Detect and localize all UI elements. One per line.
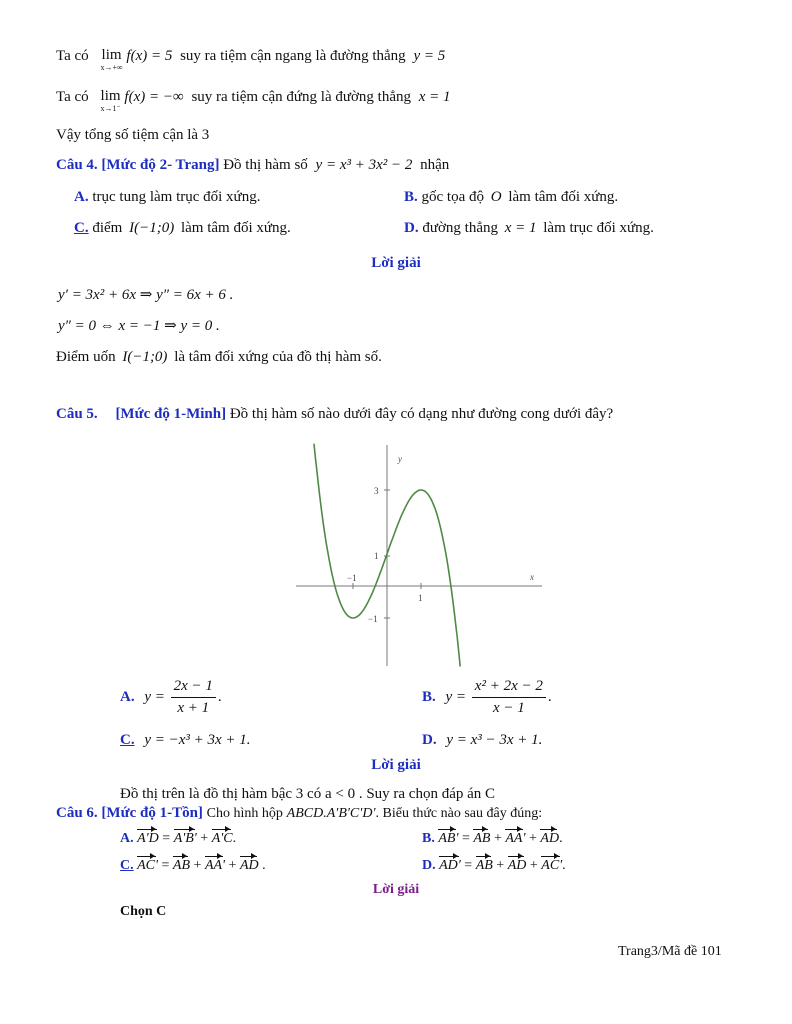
text: là tâm đối xứng của đồ thị hàm số. <box>174 349 382 365</box>
question-label: Câu 6. [Mức độ 1-Tồn] <box>56 805 203 821</box>
solution-title: Lời giải <box>371 757 421 773</box>
math-expr: y = x³ + 3x² − 2 <box>315 157 413 173</box>
x-axis-label: x <box>530 572 534 582</box>
limit-line-vertical <box>56 89 451 113</box>
question-text: nhận <box>420 157 450 173</box>
vector: AC' <box>137 858 159 873</box>
math-expr: y = x³ − 3x + 1. <box>446 732 543 748</box>
vector: AB' <box>438 831 459 846</box>
question-text: Cho hình hộp <box>206 806 283 821</box>
option-text: đường thẳng <box>422 220 498 236</box>
option-label: B. <box>422 831 435 846</box>
solution-step-1: y′ = 3x² + 6x ⇒ y″ = 6x + 6 . <box>58 287 234 303</box>
option-d <box>404 220 654 237</box>
option-a: A. y = $\frac{2x - 1}{x + 1}$ . <box>120 678 222 716</box>
question-6 <box>56 805 542 822</box>
numerator: x² + 2x − 2 <box>472 678 546 698</box>
math-expr: y = 5 <box>413 48 446 64</box>
vector: AA' <box>505 831 526 846</box>
question-5 <box>56 406 613 423</box>
math-expr: x = 1 <box>418 89 451 105</box>
tick-label-m1x: −1 <box>347 573 357 583</box>
vector: A'B' <box>173 831 197 846</box>
option-d: D. AD' = AB + AD + AC'. <box>422 858 566 873</box>
vector: A'D <box>137 831 159 846</box>
vector: A'C <box>211 831 233 846</box>
tick-label-3: 3 <box>374 486 379 496</box>
option-text: làm tâm đối xứng. <box>508 189 619 205</box>
text: Điểm uốn <box>56 349 116 365</box>
option-text: làm trục đối xứng. <box>543 220 654 236</box>
text: suy ra tiệm cận đứng là đường thẳng <box>191 89 411 105</box>
vector: AC' <box>541 858 563 873</box>
numerator: 2x − 1 <box>171 678 216 698</box>
vector: AD' <box>439 858 461 873</box>
option-label: C. <box>74 220 89 236</box>
option-b: B. AB' = AB + AA' + AD. <box>422 831 563 846</box>
tick-label-1y: 1 <box>374 551 379 561</box>
option-label: B. <box>404 189 418 205</box>
solution-step-2: y″ = 0 ⇔ x = −1 ⇒ y = 0 . <box>58 318 220 334</box>
fraction <box>472 678 546 717</box>
vector: AB <box>172 858 191 873</box>
math-expr: O <box>490 189 502 205</box>
chosen-answer: Chọn C <box>120 904 167 919</box>
lim-symbol: lim x→+∞ <box>100 47 123 72</box>
option-a: A. A'D = A'B' + A'C. <box>120 831 237 846</box>
option-text: làm tâm đối xứng. <box>180 220 291 236</box>
question-label: [Mức độ 1-Minh] <box>115 406 227 422</box>
lim-subscript: x→1⁻ <box>100 104 121 113</box>
y-axis-label: y <box>398 454 402 464</box>
math-expr: I(−1;0) <box>129 220 175 236</box>
solution-title: Lời giải <box>371 255 421 271</box>
option-label: B. <box>422 688 436 705</box>
option-a <box>74 189 260 206</box>
question-label: Câu 5. <box>56 406 98 422</box>
solution-text: Đồ thị trên là đồ thị hàm bậc 3 có a < 0 . Suy ra chọn đáp án C <box>120 786 496 802</box>
function-graph <box>290 440 550 670</box>
text: Ta có <box>56 89 89 105</box>
math-expr: I(−1;0) <box>122 349 168 365</box>
vector: AB <box>475 858 493 873</box>
option-label: D. <box>422 858 436 873</box>
option-c <box>74 220 291 237</box>
tick-label-1x: 1 <box>418 593 423 603</box>
math-expr: f(x) = −∞ <box>124 89 184 105</box>
math-expr: y = <box>144 688 165 705</box>
option-label: D. <box>404 220 419 236</box>
question-text: . Biểu thức nào sau đây đúng: <box>375 806 543 821</box>
option-d <box>422 732 542 749</box>
tick-label-m1y: −1 <box>368 614 378 624</box>
question-label: Câu 4. [Mức độ 2- Trang] <box>56 157 220 173</box>
option-text: điểm <box>92 220 123 236</box>
math-expr: ABCD.A′B′C′D′ <box>286 806 376 821</box>
page-footer: Trang3/Mã đề 101 <box>618 944 722 959</box>
option-label: A. <box>120 688 135 705</box>
lim-subscript: x→+∞ <box>100 63 123 72</box>
option-label: C. <box>120 858 134 873</box>
option-c <box>120 732 251 749</box>
text: Ta có <box>56 48 89 64</box>
option-label: A. <box>120 831 134 846</box>
option-label: D. <box>422 732 437 748</box>
option-text: trục tung làm trục đối xứng. <box>92 189 261 205</box>
option-text: gốc tọa độ <box>421 189 484 205</box>
math-expr: f(x) = 5 <box>126 48 173 64</box>
option-label: A. <box>74 189 89 205</box>
conclusion-line: Vậy tổng số tiệm cận là 3 <box>56 127 210 143</box>
solution-step-3 <box>56 349 382 366</box>
option-c: C. AC' = AB + AA' + AD . <box>120 858 266 873</box>
math-expr: y = −x³ + 3x + 1. <box>144 732 251 748</box>
math-expr: y = <box>445 688 467 705</box>
solution-title: Lời giải <box>372 882 420 897</box>
question-4 <box>56 157 449 174</box>
vector: AD <box>239 858 259 873</box>
math-expr: x = 1 <box>504 220 537 236</box>
vector: AB <box>473 831 491 846</box>
lim-symbol: lim x→1⁻ <box>100 88 121 113</box>
denominator: x − 1 <box>492 700 525 716</box>
question-text: Đồ thị hàm số nào dưới đây có dạng như đường cong dưới đây? <box>229 406 614 422</box>
vector: AD <box>540 831 560 846</box>
option-b: B. y = $\frac{\text{x² + 2x − 2}}{x - 1}$ . <box>422 678 552 716</box>
denominator: x + 1 <box>177 700 210 716</box>
fraction <box>171 678 216 717</box>
option-b <box>404 189 618 206</box>
question-text: Đồ thị hàm số <box>223 157 308 173</box>
text: suy ra tiệm cận ngang là đường thẳng <box>180 48 406 64</box>
limit-line-horizontal <box>56 48 445 72</box>
vector: AD <box>507 858 527 873</box>
vector: AA' <box>204 858 226 873</box>
option-label: C. <box>120 732 135 748</box>
